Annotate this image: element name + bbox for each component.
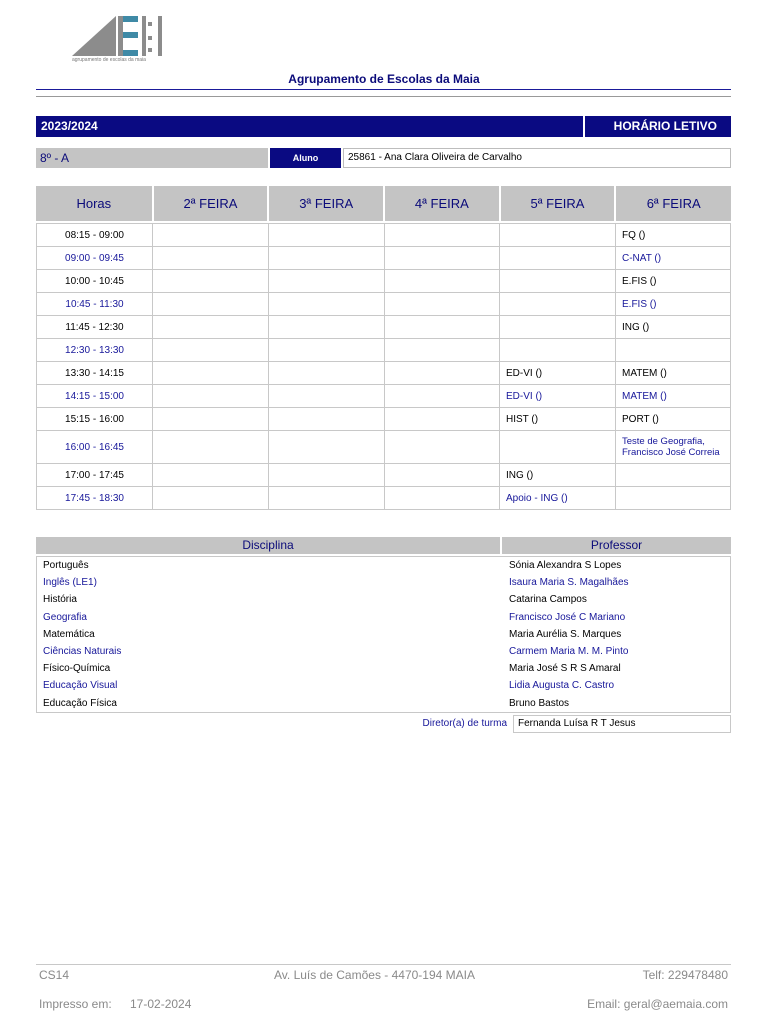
- class-name: 8º - A: [36, 148, 268, 168]
- schedule-cell: [385, 247, 500, 269]
- schedule-cell: ED-VI (): [500, 362, 616, 384]
- logo-caption: agrupamento de escolas da maia: [72, 57, 146, 63]
- col-header-wednesday: 4ª FEIRA: [385, 186, 499, 221]
- professor-name: Carmem Maria M. M. Pinto: [509, 646, 629, 657]
- col-header-thursday: 5ª FEIRA: [501, 186, 615, 221]
- schedule-cell: ING (): [622, 321, 650, 333]
- time-slot: 16:00 - 16:45: [37, 431, 153, 463]
- col-header-tuesday: 3ª FEIRA: [269, 186, 383, 221]
- schedule-cell: [385, 431, 500, 463]
- schedule-cell: [269, 487, 385, 509]
- schedule-kind: HORÁRIO LETIVO: [585, 116, 731, 137]
- schedule-cell: [269, 247, 385, 269]
- schedule-cell: [153, 339, 269, 361]
- schedule-row: [37, 408, 730, 431]
- schedule-row: [37, 293, 730, 316]
- time-slot: 11:45 - 12:30: [37, 316, 153, 338]
- schedule-cell: [153, 247, 269, 269]
- schedule-cell: [385, 385, 500, 407]
- schedule-cell: [269, 431, 385, 463]
- schedule-row: [37, 224, 730, 247]
- schedule-cell: [269, 316, 385, 338]
- discipline-name: Geografia: [43, 611, 87, 623]
- col-header-monday: 2ª FEIRA: [154, 186, 268, 221]
- discipline-row: [37, 574, 730, 591]
- discipline-list: [36, 556, 731, 713]
- footer-phone: Telf: 229478480: [642, 968, 728, 982]
- schedule-cell: [269, 339, 385, 361]
- col-header-hours: Horas: [36, 186, 152, 221]
- footer-code: CS14: [39, 968, 70, 982]
- discipline-row: [37, 677, 730, 694]
- student-label: Aluno: [270, 148, 341, 168]
- schedule-cell: [269, 385, 385, 407]
- discipline-name: Ciências Naturais: [43, 646, 122, 657]
- schedule-table: [36, 223, 731, 510]
- time-slot: 08:15 - 09:00: [37, 224, 153, 246]
- footer-address: Av. Luís de Camões - 4470-194 MAIA: [274, 968, 475, 982]
- class-director-value: Fernanda Luísa R T Jesus: [513, 715, 731, 733]
- time-slot: 12:30 - 13:30: [37, 339, 153, 361]
- schedule-cell: [500, 247, 616, 269]
- schedule-cell: Teste de Geografia, Francisco José Correia: [622, 436, 720, 458]
- schedule-row: [37, 431, 730, 464]
- schedule-row: [37, 270, 730, 293]
- schedule-cell: [500, 224, 616, 246]
- discipline-row: [37, 609, 730, 626]
- time-slot: 14:15 - 15:00: [37, 385, 153, 407]
- professor-header: Professor: [502, 537, 731, 554]
- schedule-cell: [269, 464, 385, 486]
- schedule-cell: [153, 487, 269, 509]
- schedule-cell: ING (): [500, 464, 616, 486]
- discipline-row: [37, 643, 730, 660]
- schedule-cell: [500, 431, 616, 463]
- schedule-cell: [385, 316, 500, 338]
- discipline-row: [37, 626, 730, 643]
- discipline-name: Educação Física: [43, 697, 117, 709]
- schedule-cell: ED-VI (): [500, 385, 616, 407]
- schedule-cell: [269, 270, 385, 292]
- discipline-row: [37, 557, 730, 574]
- schedule-cell: [385, 464, 500, 486]
- schedule-row: [37, 487, 730, 510]
- professor-name: Catarina Campos: [509, 594, 587, 606]
- schedule-cell: FQ (): [622, 229, 646, 241]
- discipline-row: [37, 660, 730, 677]
- class-director-label: Diretor(a) de turma: [422, 718, 507, 729]
- schedule-cell: [153, 385, 269, 407]
- schedule-row: [37, 464, 730, 487]
- schedule-cell: [269, 224, 385, 246]
- schedule-cell: [153, 270, 269, 292]
- time-slot: 13:30 - 14:15: [37, 362, 153, 384]
- schedule-cell: [153, 431, 269, 463]
- time-slot: 10:45 - 11:30: [37, 293, 153, 315]
- professor-name: Lidia Augusta C. Castro: [509, 680, 615, 692]
- time-slot: 09:00 - 09:45: [37, 247, 153, 269]
- disciplina-header: Disciplina: [36, 537, 500, 554]
- discipline-name: Matemática: [43, 628, 95, 640]
- student-value: 25861 - Ana Clara Oliveira de Carvalho: [343, 148, 731, 168]
- schedule-cell: [500, 270, 616, 292]
- discipline-name: Inglês (LE1): [43, 577, 97, 589]
- schedule-cell: E.FIS (): [622, 275, 657, 287]
- professor-name: Francisco José C Mariano: [509, 611, 626, 623]
- schedule-row: [37, 247, 730, 270]
- professor-name: Sónia Alexandra S Lopes: [509, 560, 622, 571]
- schedule-cell: C-NAT (): [622, 252, 662, 264]
- printed-date: 17-02-2024: [130, 997, 192, 1011]
- discipline-name: Educação Visual: [43, 680, 118, 692]
- schedule-cell: [153, 464, 269, 486]
- footer-email: Email: geral@aemaia.com: [587, 997, 728, 1011]
- schedule-cell: [385, 487, 500, 509]
- schedule-cell: [385, 270, 500, 292]
- schedule-cell: [385, 293, 500, 315]
- schedule-cell: [269, 408, 385, 430]
- schedule-cell: [500, 316, 616, 338]
- school-year: 2023/2024: [36, 116, 583, 137]
- discipline-name: Português: [43, 560, 89, 571]
- schedule-row: [37, 316, 730, 339]
- time-slot: 17:00 - 17:45: [37, 464, 153, 486]
- footer-rule: [36, 964, 731, 965]
- schedule-cell: Apoio - ING (): [500, 487, 616, 509]
- schedule-cell: [269, 362, 385, 384]
- schedule-cell: [385, 224, 500, 246]
- schedule-row: [37, 385, 730, 408]
- schedule-cell: HIST (): [500, 408, 616, 430]
- time-slot: 17:45 - 18:30: [37, 487, 153, 509]
- schedule-cell: [153, 362, 269, 384]
- schedule-cell: [153, 224, 269, 246]
- schedule-cell: [385, 339, 500, 361]
- discipline-row: [37, 591, 730, 608]
- printed-label: Impresso em:: [39, 997, 112, 1011]
- time-slot: 10:00 - 10:45: [37, 270, 153, 292]
- schedule-cell: [269, 293, 385, 315]
- discipline-name: Físico-Química: [43, 663, 111, 675]
- col-header-friday: 6ª FEIRA: [616, 186, 731, 221]
- school-name: Agrupamento de Escolas da Maia: [288, 72, 480, 86]
- professor-name: Maria José S R S Amaral: [509, 663, 621, 675]
- schedule-cell: [616, 487, 730, 509]
- schedule-cell: [385, 408, 500, 430]
- discipline-row: [37, 695, 730, 712]
- schedule-cell: [153, 408, 269, 430]
- schedule-cell: [153, 293, 269, 315]
- schedule-cell: PORT (): [622, 413, 659, 425]
- header-rule-secondary: [36, 96, 731, 97]
- header-rule: [36, 89, 731, 90]
- professor-name: Maria Aurélia S. Marques: [509, 628, 622, 640]
- schedule-cell: [153, 316, 269, 338]
- schedule-cell: [500, 339, 616, 361]
- schedule-cell: [500, 293, 616, 315]
- schedule-header: [36, 186, 731, 221]
- schedule-cell: [385, 362, 500, 384]
- professor-name: Isaura Maria S. Magalhães: [509, 577, 629, 589]
- time-slot: 15:15 - 16:00: [37, 408, 153, 430]
- professor-name: Bruno Bastos: [509, 697, 570, 709]
- schedule-row: [37, 339, 730, 362]
- schedule-cell: [616, 464, 730, 486]
- schedule-cell: E.FIS (): [622, 298, 657, 310]
- schedule-cell: MATEM (): [622, 367, 667, 379]
- schedule-row: [37, 362, 730, 385]
- discipline-name: História: [43, 594, 77, 606]
- schedule-cell: MATEM (): [622, 390, 667, 402]
- schedule-cell: [616, 339, 730, 361]
